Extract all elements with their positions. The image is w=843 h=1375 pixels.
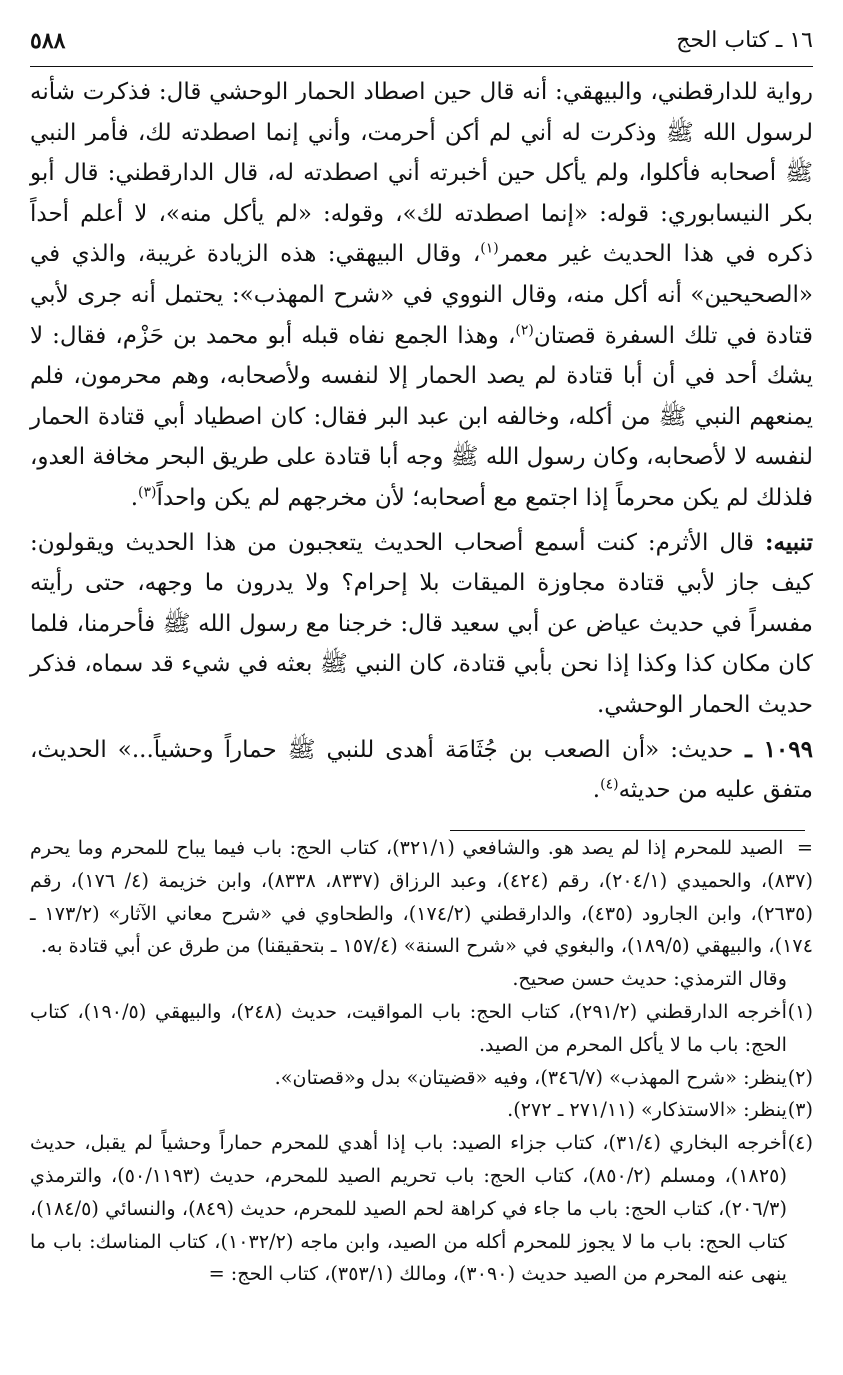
- running-header: [30, 28, 813, 62]
- text-line: قال الأثرم: كنت أسمع أصحاب الحديث يتعجبون من هذا الحديث: [125, 529, 765, 556]
- hadith-dash: ـ: [733, 735, 764, 763]
- text-line: رسول الله ﷺ وجه أبا قتادة على طريق البحر مخافة العدو، فلذلك لم يكن محرماً إذا: [30, 444, 813, 511]
- footnote-line: (٨٣٧)، والحميدي (٢٠٤/١)، رقم (٤٢٤)، وعبد الرزاق (٨٣٣٧، ٨٣٣٨)، وابن خزيمة (٤/: [124, 868, 813, 892]
- paragraph-hadith-1099: [30, 730, 813, 811]
- text-line: متفق عليه من حديثه: [618, 777, 813, 804]
- footnote-tirmidhi: وقال الترمذي: حديث حسن صحيح.: [512, 967, 787, 991]
- footnote-line: الآثار» (١٧٣/٢ ـ ١٧٤)، والبيهقي (١٨٩/٥)، والبغوي في «شرح السنة» (١٥٧/٤ ـ بتحقيقنا): [30, 901, 813, 958]
- text-line: حتى رأيته مفسراً في حديث عياض عن أبي سعيد قال: خرجنا مع رسول الله ﷺ: [30, 570, 814, 637]
- footnote-ref[interactable]: (٣): [138, 484, 157, 501]
- footnotes: [30, 832, 813, 1291]
- text-line: ، وقال البيهقي: هذه الزيادة غريبة، والذي في «الصحيحين» أنه أكل: [30, 241, 813, 308]
- footnote-text: أخرجه البخاري (٣١/٤)، كتاب جزاء الصيد: باب إذا أهدي للمحرم حماراً وحشياً لم يقبل، حديث (١٨٢٥)، ومسلم (٨٥٠/٢)، كتاب الحج: باب تحريم الصيد للمحرم، حديث (٥٠/١١٩٣)، والترمذي (٢٠٦/٣)، كتاب الحج: باب ما جاء في كراهة لحم الصيد للمحرم، حديث (٨٤٩)، والنسائي (١٨٤/٥)، كتاب الحج: باب ما لا يجوز للمحرم أكله من الصيد، وابن ماجه (١٠٣٢/٢)، كتاب المناسك: باب ما ينهى عنه المحرم من الصيد حديث (٣٠٩٠)، ومالك (٣٥٣/١)، كتاب الحج: =: [30, 1131, 787, 1286]
- footnote-2: [30, 1062, 813, 1095]
- text-line: اجتمع مع أصحابه؛ لأن مخرجهم لم يكن واحداً: [156, 484, 579, 511]
- footnote-marker: (٢): [787, 1065, 813, 1089]
- text-line: وخالفه ابن عبد البر فقال: كان اصطياد أبي قتادة الحمار لنفسه لا لأصحابه، وكان: [30, 403, 813, 471]
- text-line: لم يصد الحمار إلا لنفسه ولأصحابه، وهم محرمون، فلم يمنعهم النبي ﷺ من أكله،: [30, 363, 813, 430]
- note-label: تنبيه:: [764, 528, 813, 556]
- text-line: رواية للدارقطني، والبيهقي: أنه قال حين اصطاد الحمار الوحشي قال: فذكرت شأنه: [30, 79, 813, 105]
- footnote-continuation: [30, 832, 813, 963]
- main-text: [30, 72, 813, 811]
- footnote-1: [30, 996, 813, 1062]
- paragraph-narration: [30, 72, 813, 519]
- text-line: أصحابه فأكلوا، ولم يأكل حين أخبرته أني اصطدته له، قال الدارقطني: قال أبو بكر: [30, 160, 813, 227]
- text-line: لرسول الله ﷺ وذكرت له أني لم أكن أحرمت، وأني إنما اصطدته لك، فأمر النبي ﷺ: [30, 119, 814, 187]
- footnote-line: ١٧٦)، رقم (٢٦٣٥)، وابن الجارود (٤٣٥)، والدارقطني (١٧٤/٢)، والطحاوي في «شرح معاني: [30, 868, 813, 925]
- footnote-text: ينظر: «شرح المهذب» (٣٤٦/٧)، وفيه «قضيتان» بدل و«قصتان».: [274, 1065, 787, 1089]
- text-line: .: [592, 777, 601, 804]
- footnote-marker: (٤): [787, 1131, 813, 1155]
- footnote-text: ينظر: «الاستذكار» (٢٧١/١١ ـ ٢٧٢).: [507, 1098, 787, 1122]
- footnote-marker: (١): [787, 999, 813, 1023]
- text-line: الحديث غير معمر: [498, 241, 672, 268]
- text-line: .: [130, 484, 139, 511]
- footnote-ref[interactable]: (٢): [515, 321, 534, 338]
- page-number: ٥٨٨: [30, 28, 66, 54]
- footnote-line: الصيد للمحرم إذا لم يصد هو. والشافعي (٣٢١/١)، كتاب الحج: باب فيما يباح للمحرم وما يحرم: [30, 836, 784, 859]
- footnote-ref[interactable]: (١): [480, 240, 499, 257]
- text-line: ويقولون: كيف جاز لأبي قتادة مجاوزة الميقات بلا إحرام؟ ولا يدرون ما وجهه،: [30, 529, 813, 597]
- footnote-rule: [450, 830, 805, 831]
- footnote-marker: (٣): [787, 1098, 813, 1122]
- header-title: ١٦ ـ كتاب الحج: [676, 28, 813, 53]
- text-line: قصتان: [533, 322, 596, 349]
- text-line: منه، وقال النووي في «شرح المهذب»: يحتمل أنه جرى لأبي قتادة في تلك السفرة: [30, 281, 813, 349]
- footnote-4: [30, 1127, 813, 1291]
- footnote-3: [30, 1094, 813, 1127]
- header-rule: [30, 66, 813, 67]
- footnote-line: من طرق عن أبي قتادة به.: [40, 934, 251, 958]
- footnote-text: أخرجه الدارقطني (٢٩١/٢)، كتاب الحج: باب المواقيت، حديث (٢٤٨)، والبيهقي (١٩٠/٥)، كتاب الحج: باب ما لا يأكل المحرم من الصيد.: [30, 999, 787, 1056]
- text-line: قد سماه، فذكر حديث الحمار الوحشي.: [30, 651, 813, 718]
- continuation-marker: =: [796, 836, 813, 859]
- text-line: حديث: «أن الصعب بن جُثَامَة أهدى للنبي ﷺ حماراً وحشياً...» الحديث،: [30, 736, 734, 763]
- hadith-number: ١٠٩٩: [763, 735, 813, 763]
- text-line: فأحرمنا، فلما كان مكان كذا وكذا إذا نحن بأبي قتادة، كان النبي ﷺ بعثه في شيء: [30, 610, 814, 678]
- paragraph-note: [30, 523, 813, 726]
- footnote-ref[interactable]: (٤): [600, 776, 619, 793]
- text-line: ، وهذا الجمع نفاه قبله أبو محمد بن حَزْم، فقال: لا يشك أحد في أن أبا قتادة: [30, 322, 814, 390]
- text-line: النيسابوري: قوله: «إنما اصطدته لك»، وقوله: «لم يأكل منه»، لا أعلم أحداً ذكره في هذا: [30, 200, 813, 268]
